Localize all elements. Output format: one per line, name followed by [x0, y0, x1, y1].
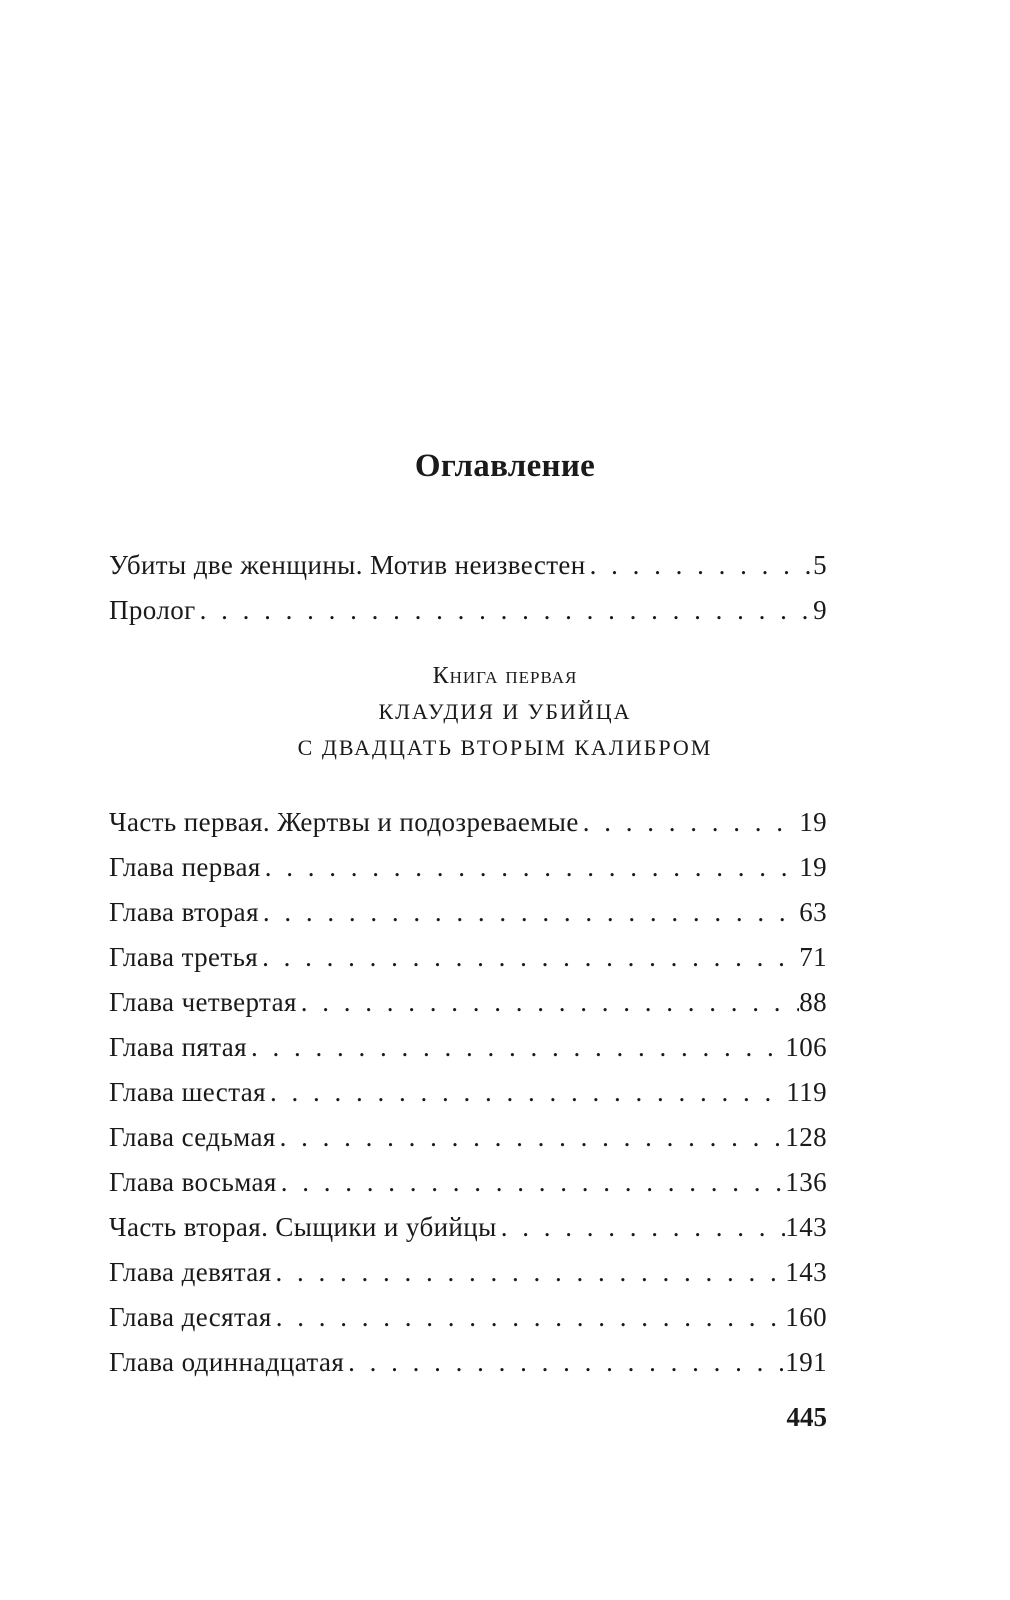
toc-leader-dots — [276, 1115, 786, 1160]
toc-entry — [109, 980, 827, 1025]
toc-entry-label: Глава четвертая — [109, 987, 297, 1017]
toc-entry — [109, 890, 827, 935]
toc-entry-page: 5 — [813, 550, 827, 580]
toc-list-front — [109, 543, 827, 633]
toc-leader-dots — [297, 980, 799, 1025]
toc-entry — [109, 1025, 827, 1070]
toc-entry-page: 19 — [799, 852, 827, 882]
toc-entry-label: Глава третья — [109, 942, 259, 972]
page-title: Оглавление — [414, 448, 596, 484]
toc-leader-dots — [259, 890, 799, 935]
toc-entry-label: Глава первая — [109, 852, 261, 882]
toc-entry — [109, 800, 827, 845]
toc-entry-page: 128 — [785, 1122, 827, 1152]
page-number: 445 — [786, 1402, 827, 1432]
toc-entry-page: 191 — [785, 1347, 827, 1377]
toc-entry — [109, 1160, 827, 1205]
toc-leader-dots — [261, 845, 799, 890]
book-title-line: С ДВАДЦАТЬ ВТОРЫМ КАЛИБРОМ — [297, 735, 713, 760]
toc-leader-dots — [586, 543, 813, 588]
toc-entry-page: 71 — [799, 942, 827, 972]
toc-entry-label: Часть первая. Жертвы и подозреваемые — [109, 807, 579, 837]
toc-leader-dots — [266, 1070, 786, 1115]
toc-leader-dots — [272, 1295, 786, 1340]
toc-entry-page: 19 — [799, 807, 827, 837]
toc-entry-label: Пролог — [109, 595, 196, 625]
toc-entry-page: 160 — [785, 1302, 827, 1332]
toc-leader-dots — [247, 1025, 785, 1070]
toc-list-book-one — [109, 800, 827, 1385]
toc-entry-label: Часть вторая. Сыщики и убийцы — [109, 1212, 497, 1242]
toc-entry — [109, 543, 827, 588]
toc-entry — [109, 845, 827, 890]
toc-entry — [109, 1250, 827, 1295]
toc-entry-label: Глава седьмая — [109, 1122, 276, 1152]
toc-entry-page: 119 — [786, 1077, 827, 1107]
book-title-line: КЛАУДИЯ И УБИЙЦА — [378, 699, 632, 724]
toc-entry-label: Глава десятая — [109, 1302, 272, 1332]
toc-entry-page: 88 — [799, 987, 827, 1017]
toc-entry-page: 143 — [785, 1257, 827, 1287]
book-heading — [0, 658, 1010, 766]
toc-entry-page: 63 — [799, 897, 827, 927]
toc-entry-label: Глава восьмая — [109, 1167, 277, 1197]
toc-leader-dots — [344, 1340, 785, 1385]
toc-entry-page: 9 — [813, 595, 827, 625]
toc-entry — [109, 1070, 827, 1115]
toc-entry — [109, 588, 827, 633]
toc-entry-label: Глава одиннадцатая — [109, 1347, 345, 1377]
toc-entry-label: Глава вторая — [109, 897, 259, 927]
toc-leader-dots — [271, 1250, 785, 1295]
toc-entry — [109, 1205, 827, 1250]
toc-entry-page: 143 — [785, 1212, 827, 1242]
toc-entry — [109, 1340, 827, 1385]
toc-entry-label: Глава девятая — [109, 1257, 272, 1287]
toc-entry — [109, 1295, 827, 1340]
toc-leader-dots — [258, 935, 799, 980]
toc-entry-page: 106 — [785, 1032, 827, 1062]
toc-entry-label: Глава пятая — [109, 1032, 247, 1062]
toc-leader-dots — [579, 800, 799, 845]
toc-entry-label: Убиты две женщины. Мотив неизвестен — [109, 550, 586, 580]
book-label: Книга первая — [432, 663, 578, 689]
toc-entry-page: 136 — [785, 1167, 827, 1197]
toc-entry-label: Глава шестая — [109, 1077, 266, 1107]
toc-leader-dots — [196, 588, 814, 633]
toc-entry — [109, 1115, 827, 1160]
toc-leader-dots — [277, 1160, 786, 1205]
toc-leader-dots — [497, 1205, 786, 1250]
toc-entry — [109, 935, 827, 980]
